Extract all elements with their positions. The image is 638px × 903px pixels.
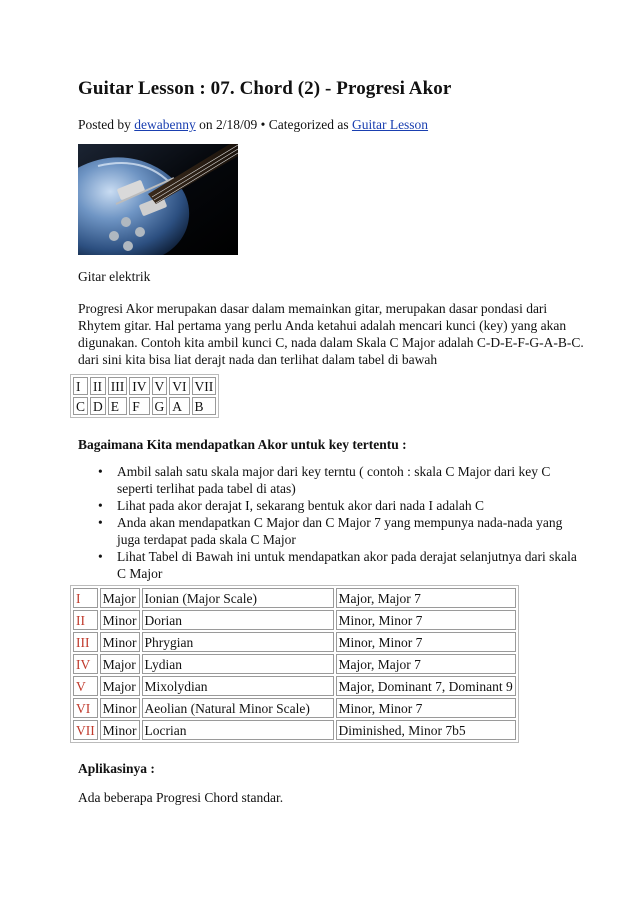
mode-cell: Locrian [142, 720, 334, 740]
quality-cell: Minor [100, 632, 140, 652]
note-cell: D [90, 397, 106, 415]
intro-line: Rhytem gitar. Hal pertama yang perlu Anda ketahui adalah mencari kunci (key) yang akan [78, 318, 567, 333]
table-row [73, 632, 516, 652]
degree-cell: V [73, 676, 98, 696]
chords-cell: Major, Dominant 7, Dominant 9 [336, 676, 516, 696]
mode-cell: Dorian [142, 610, 334, 630]
list-item-line: Ambil salah satu skala major dari key terntu ( contoh : skala C Major dari key C [117, 464, 551, 479]
list-item [78, 548, 578, 582]
guitar-photo [78, 144, 238, 255]
degree-cell: IV [73, 654, 98, 674]
note-cell: C [73, 397, 88, 415]
degree-cell: VI [169, 377, 189, 395]
intro-paragraph [78, 300, 584, 368]
application-heading: Aplikasinya : [78, 761, 155, 776]
quality-cell: Major [100, 588, 140, 608]
note-cell: A [169, 397, 189, 415]
list-item [78, 514, 578, 548]
electric-guitar-image [78, 144, 238, 255]
list-item-line: Anda akan mendapatkan C Major dan C Major 7 yang mempunya nada-nada yang [117, 515, 563, 530]
degree-cell: V [152, 377, 168, 395]
degree-cell: VII [192, 377, 217, 395]
steps-list [78, 463, 578, 582]
bullet-icon: • [98, 498, 103, 513]
bullet-icon: • [98, 549, 103, 564]
table-row [73, 676, 516, 696]
table-row [73, 610, 516, 630]
post-title: Guitar Lesson : 07. Chord (2) - Progresi Akor [78, 78, 452, 99]
bullet-icon: • [98, 515, 103, 530]
image-caption: Gitar elektrik [78, 269, 151, 284]
table-row [73, 654, 516, 674]
section-heading: Bagaimana Kita mendapatkan Akor untuk key tertentu : [78, 437, 407, 452]
list-item-line: C Major [117, 566, 163, 581]
note-cell: G [152, 397, 168, 415]
quality-cell: Minor [100, 720, 140, 740]
degree-cell: VI [73, 698, 98, 718]
list-item [78, 497, 578, 514]
degree-cell: IV [129, 377, 149, 395]
table-row [73, 588, 516, 608]
list-item-line: Lihat Tabel di Bawah ini untuk mendapatkan akor pada derajat selanjutnya dari skala [117, 549, 577, 564]
note-row [73, 397, 216, 415]
degree-cell: I [73, 377, 88, 395]
degree-cell: I [73, 588, 98, 608]
chords-cell: Diminished, Minor 7b5 [336, 720, 516, 740]
degree-cell: III [108, 377, 128, 395]
list-item-line: seperti terlihat pada tabel di atas) [117, 481, 296, 496]
table-row [73, 720, 516, 740]
bullet-icon: • [98, 464, 103, 479]
list-item [78, 463, 578, 497]
mode-cell: Mixolydian [142, 676, 334, 696]
intro-line: dari sini kita bisa liat derajt nada dan terlihat dalam tabel di bawah [78, 352, 438, 367]
chords-cell: Minor, Minor 7 [336, 698, 516, 718]
quality-cell: Minor [100, 610, 140, 630]
list-item-line: Lihat pada akor derajat I, sekarang bentuk akor dari nada I adalah C [117, 498, 484, 513]
quality-cell: Major [100, 654, 140, 674]
mode-cell: Phrygian [142, 632, 334, 652]
note-cell: B [192, 397, 217, 415]
mode-cell: Ionian (Major Scale) [142, 588, 334, 608]
note-cell: F [129, 397, 149, 415]
degree-row [73, 377, 216, 395]
intro-line: Progresi Akor merupakan dasar dalam memainkan gitar, merupakan dasar pondasi dari [78, 301, 548, 316]
meta-prefix: Posted by [78, 117, 135, 132]
author-link[interactable]: dewabenny [134, 117, 196, 132]
chords-cell: Major, Major 7 [336, 654, 516, 674]
quality-cell: Minor [100, 698, 140, 718]
degree-cell: VII [73, 720, 98, 740]
degree-cell: II [90, 377, 106, 395]
intro-line: digunakan. Contoh kita ambil kunci C, nada dalam Skala C Major adalah C-D-E-F-G-A-B-C. [78, 335, 584, 350]
chord-degree-table [70, 585, 519, 743]
category-link[interactable]: Guitar Lesson [351, 117, 429, 132]
chords-cell: Major, Major 7 [336, 588, 516, 608]
post-meta [78, 116, 428, 133]
chords-cell: Minor, Minor 7 [336, 610, 516, 630]
mode-cell: Lydian [142, 654, 334, 674]
list-item-line: juga terdapat pada skala C Major [117, 532, 296, 547]
meta-mid: on 2/18/09 • Categorized as [195, 117, 352, 132]
mode-cell: Aeolian (Natural Minor Scale) [142, 698, 334, 718]
chords-cell: Minor, Minor 7 [336, 632, 516, 652]
application-text: Ada beberapa Progresi Chord standar. [78, 790, 284, 805]
degree-cell: III [73, 632, 98, 652]
table-row [73, 698, 516, 718]
scale-degree-table [70, 374, 219, 418]
degree-cell: II [73, 610, 98, 630]
quality-cell: Major [100, 676, 140, 696]
note-cell: E [108, 397, 128, 415]
